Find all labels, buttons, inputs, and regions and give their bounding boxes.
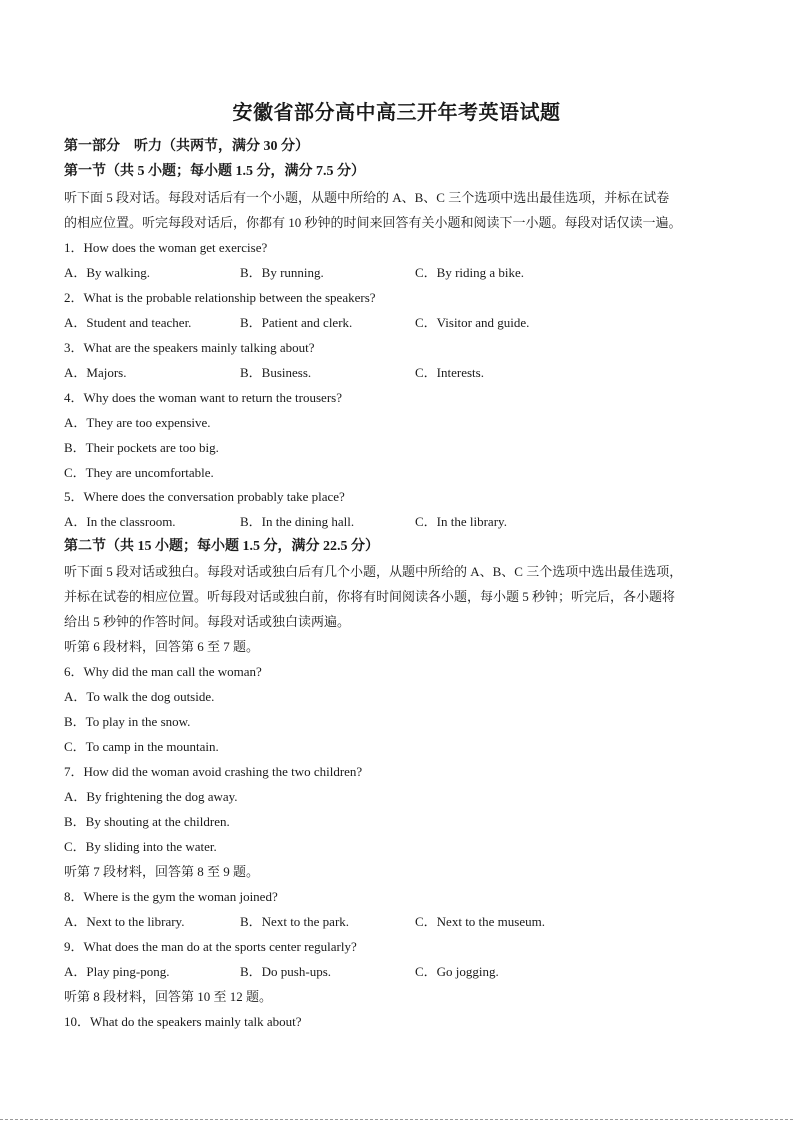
question-3: 3．What are the speakers mainly talking about?: [64, 340, 315, 355]
section-2-instruction: 并标在试卷的相应位置。听每段对话或独白前，你将有时间阅读各小题，每小题 5 秒钟；听完后，各小题将: [64, 589, 676, 604]
material-6-note: 听第 6 段材料，回答第 6 至 7 题。: [64, 639, 260, 654]
section-1-instruction: 的相应位置。听完每段对话后，你都有 10 秒钟的时间来回答有关小题和阅读下一小题。每段对话仅读一遍。: [64, 215, 682, 230]
option-b: B．Do push-ups.: [240, 964, 332, 979]
question-10: 10．What do the speakers mainly talk about?: [64, 1014, 302, 1029]
question-8: 8．Where is the gym the woman joined?: [64, 889, 278, 904]
option-a: A．They are too expensive.: [64, 415, 211, 430]
option-b: B．Their pockets are too big.: [64, 440, 219, 455]
section-2-instruction: 给出 5 秒钟的作答时间。每段对话或独白读两遍。: [64, 614, 351, 629]
option-a: A．In the classroom.: [64, 514, 176, 529]
section-1-heading: 第一节（共 5 小题；每小题 1.5 分，满分 7.5 分）: [64, 164, 365, 179]
question-3-options: [64, 365, 724, 381]
option-b: B．By running.: [240, 265, 324, 280]
section-1-instruction: 听下面 5 段对话。每段对话后有一个小题，从题中所给的 A、B、C 三个选项中选出最佳选项，并标在试卷: [64, 190, 670, 205]
option-c: C．By sliding into the water.: [64, 839, 217, 854]
question-1: 1．How does the woman get exercise?: [64, 240, 268, 255]
option-c: C．By riding a bike.: [415, 265, 525, 280]
question-9: 9．What does the man do at the sports center regularly?: [64, 939, 357, 954]
option-a: A．By frightening the dog away.: [64, 789, 238, 804]
question-6: 6．Why did the man call the woman?: [64, 664, 262, 679]
option-b: B．To play in the snow.: [64, 714, 191, 729]
section-2-instruction: 听下面 5 段对话或独白。每段对话或独白后有几个小题，从题中所给的 A、B、C 三个选项中选出最佳选项，: [64, 564, 683, 579]
question-5: 5．Where does the conversation probably take place?: [64, 489, 345, 504]
option-c: C．In the library.: [415, 514, 507, 529]
question-9-options: [64, 964, 724, 980]
option-b: B．Next to the park.: [240, 914, 350, 929]
question-2: 2．What is the probable relationship between the speakers?: [64, 290, 376, 305]
question-1-options: [64, 265, 724, 281]
option-b: B．In the dining hall.: [240, 514, 355, 529]
option-a: A．To walk the dog outside.: [64, 689, 215, 704]
question-7: 7．How did the woman avoid crashing the two children?: [64, 764, 363, 779]
question-2-options: [64, 315, 724, 331]
section-2-heading: 第二节（共 15 小题；每小题 1.5 分，满分 22.5 分）: [64, 539, 379, 554]
option-a: A．Majors.: [64, 365, 127, 380]
option-b: B．Patient and clerk.: [240, 315, 353, 330]
question-4: 4．Why does the woman want to return the trousers?: [64, 390, 342, 405]
option-b: B．Business.: [240, 365, 312, 380]
question-5-options: [64, 514, 724, 530]
option-c: C．Go jogging.: [415, 964, 499, 979]
option-b: B．By shouting at the children.: [64, 814, 230, 829]
page-title: 安徽省部分高中高三开年考英语试题: [232, 102, 561, 124]
page-bottom-divider: [0, 1119, 793, 1121]
option-c: C．They are uncomfortable.: [64, 465, 214, 480]
option-c: C．To camp in the mountain.: [64, 739, 219, 754]
option-a: A．By walking.: [64, 265, 150, 280]
option-c: C．Interests.: [415, 365, 484, 380]
question-8-options: [64, 914, 724, 930]
material-7-note: 听第 7 段材料，回答第 8 至 9 题。: [64, 864, 260, 879]
option-c: C．Next to the museum.: [415, 914, 545, 929]
option-a: A．Student and teacher.: [64, 315, 192, 330]
part-heading: 第一部分 听力（共两节，满分 30 分）: [64, 139, 309, 154]
option-a: A．Next to the library.: [64, 914, 185, 929]
material-8-note: 听第 8 段材料，回答第 10 至 12 题。: [64, 989, 273, 1004]
option-a: A．Play ping-pong.: [64, 964, 170, 979]
option-c: C．Visitor and guide.: [415, 315, 530, 330]
